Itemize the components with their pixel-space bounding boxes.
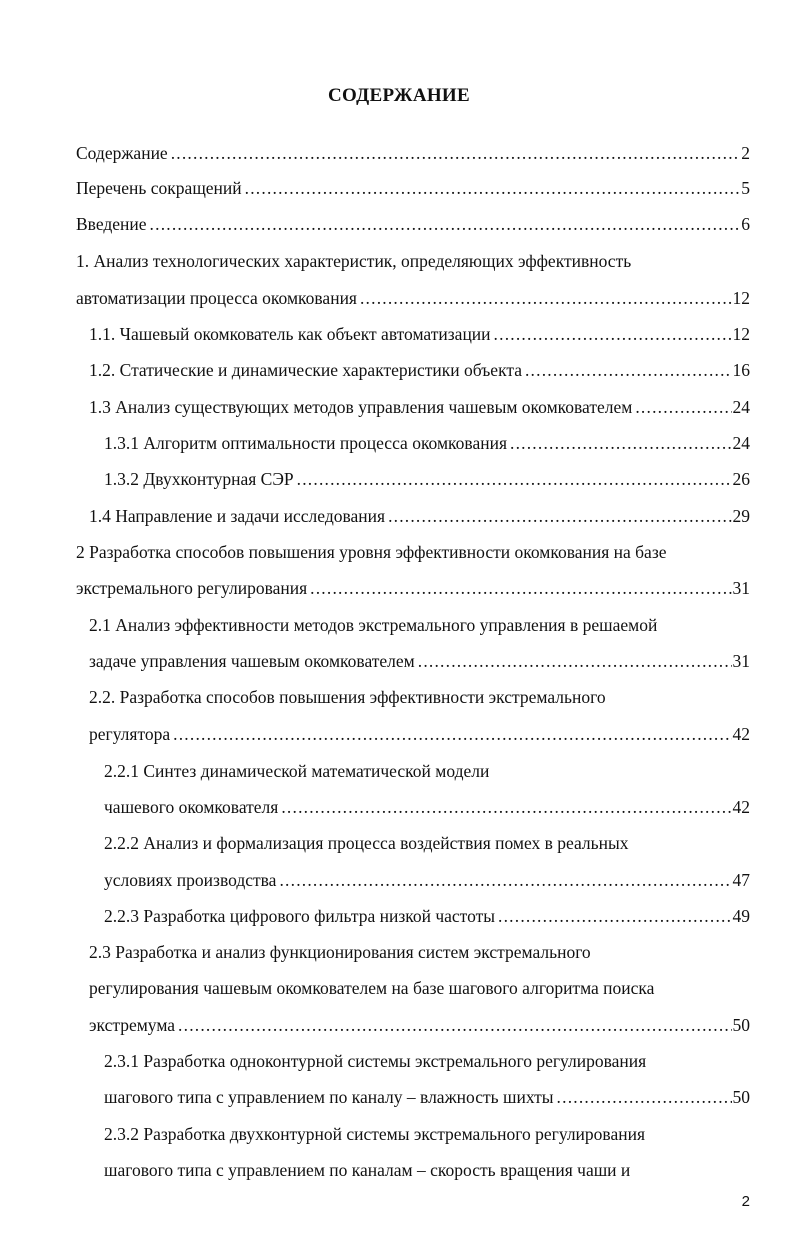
toc-entry-title: 1.2. Статические и динамические характеристики объекта — [89, 360, 522, 380]
toc-entry-title-cont: регулирования чашевым окомкователем на базе шагового алгоритма поиска — [89, 978, 655, 998]
toc-entry — [76, 212, 750, 236]
dot-leader — [360, 286, 732, 310]
toc-entry-title-cont: задаче управления чашевым окомкователем — [89, 651, 415, 671]
toc-entry-title: Введение — [76, 214, 147, 234]
toc-entry-title: 1.4 Направление и задачи исследования — [89, 506, 386, 526]
toc-page-number: 42 — [732, 724, 750, 744]
toc-entry — [89, 358, 750, 382]
toc-page-number: 31 — [732, 578, 750, 598]
toc-page-number: 2 — [741, 143, 750, 163]
toc-entry-title: 2.2.3 Разработка цифрового фильтра низкой частоты — [104, 906, 496, 926]
dot-leader — [178, 1013, 731, 1037]
page-title: СОДЕРЖАНИЕ — [328, 85, 470, 106]
toc-page-number: 16 — [732, 360, 750, 380]
toc-entry — [104, 431, 750, 455]
toc-entry — [76, 286, 750, 310]
toc-entry-title: 2 Разработка способов повышения уровня эффективности окомкования на базе — [76, 542, 667, 562]
toc-entry — [89, 504, 750, 528]
toc-entry — [104, 795, 750, 819]
toc-entry-title: 2.2.1 Синтез динамической математической модели — [104, 761, 490, 781]
page-number: 2 — [741, 1193, 750, 1210]
toc-entry-title-cont: чашевого окомкователя — [104, 797, 279, 817]
toc-entry — [76, 576, 750, 600]
toc-page-number: 47 — [732, 870, 750, 890]
toc-page-number: 49 — [732, 906, 750, 926]
toc-entry-title-cont: автоматизации процесса окомкования — [76, 288, 357, 308]
dot-leader — [171, 141, 741, 165]
toc-entry-title: 1.3 Анализ существующих методов управления чашевым окомкователем — [89, 397, 633, 417]
toc-entry — [104, 1085, 750, 1109]
toc-entry — [89, 322, 750, 346]
toc-entry — [104, 868, 750, 892]
dot-leader — [388, 504, 731, 528]
toc-entry-title-cont: регулятора — [89, 724, 171, 744]
toc-page-number: 24 — [732, 397, 750, 417]
dot-leader — [281, 795, 731, 819]
toc-entry-title-cont: шагового типа с управлением по каналам – скорость вращения чаши и — [104, 1160, 631, 1180]
toc-entry — [104, 467, 750, 491]
toc-entry-title: 2.2. Разработка способов повышения эффективности экстремального — [89, 687, 606, 707]
toc-entry — [89, 1013, 750, 1037]
toc-entry — [76, 141, 750, 165]
toc-entry — [104, 904, 750, 928]
toc-entry — [89, 722, 750, 746]
toc-page-number: 12 — [732, 324, 750, 344]
dot-leader — [297, 467, 732, 491]
toc-entry-title: 2.1 Анализ эффективности методов экстремального управления в решаемой — [89, 615, 658, 635]
toc-entry-title: 2.3.2 Разработка двухконтурной системы экстремального регулирования — [104, 1124, 645, 1144]
toc-entry-title: 2.3 Разработка и анализ функционирования систем экстремального — [89, 942, 591, 962]
dot-leader — [557, 1085, 732, 1109]
dot-leader — [173, 722, 731, 746]
toc-page-number: 12 — [732, 288, 750, 308]
toc-page-number: 26 — [732, 469, 750, 489]
dot-leader — [279, 868, 731, 892]
toc-entry-title: 2.2.2 Анализ и формализация процесса воздействия помех в реальных — [104, 833, 629, 853]
toc-entry — [76, 176, 750, 200]
toc-entry-title: 1.3.2 Двухконтурная СЭР — [104, 469, 294, 489]
toc-page-number: 50 — [732, 1087, 750, 1107]
dot-leader — [310, 576, 731, 600]
dot-leader — [494, 322, 732, 346]
toc-page-number: 6 — [741, 214, 750, 234]
dot-leader — [635, 395, 731, 419]
dot-leader — [418, 649, 732, 673]
toc-entry-title-cont: шагового типа с управлением по каналу – влажность шихты — [104, 1087, 554, 1107]
toc-entry-title: 1. Анализ технологических характеристик, определяющих эффективность — [76, 251, 632, 271]
dot-leader — [150, 212, 741, 236]
toc-entry — [89, 395, 750, 419]
toc-page-number: 31 — [732, 651, 750, 671]
toc-entry-title-cont: условиях производства — [104, 870, 277, 890]
toc-entry-title-cont: экстремального регулирования — [76, 578, 308, 598]
toc-entry-title: 2.3.1 Разработка одноконтурной системы экстремального регулирования — [104, 1051, 647, 1071]
toc-page-number: 29 — [732, 506, 750, 526]
toc-page-number: 50 — [732, 1015, 750, 1035]
dot-leader — [498, 904, 731, 928]
toc-page-number: 24 — [732, 433, 750, 453]
dot-leader — [525, 358, 732, 382]
toc-entry-title: Содержание — [76, 143, 168, 163]
dot-leader — [245, 176, 741, 200]
toc-entry-title-cont: экстремума — [89, 1015, 176, 1035]
toc-page-number: 5 — [741, 178, 750, 198]
toc-entry-title: Перечень сокращений — [76, 178, 242, 198]
toc-page-number: 42 — [732, 797, 750, 817]
dot-leader — [510, 431, 732, 455]
toc-entry-title: 1.1. Чашевый окомкователь как объект автоматизации — [89, 324, 491, 344]
toc-entry — [89, 649, 750, 673]
toc-entry-title: 1.3.1 Алгоритм оптимальности процесса окомкования — [104, 433, 507, 453]
